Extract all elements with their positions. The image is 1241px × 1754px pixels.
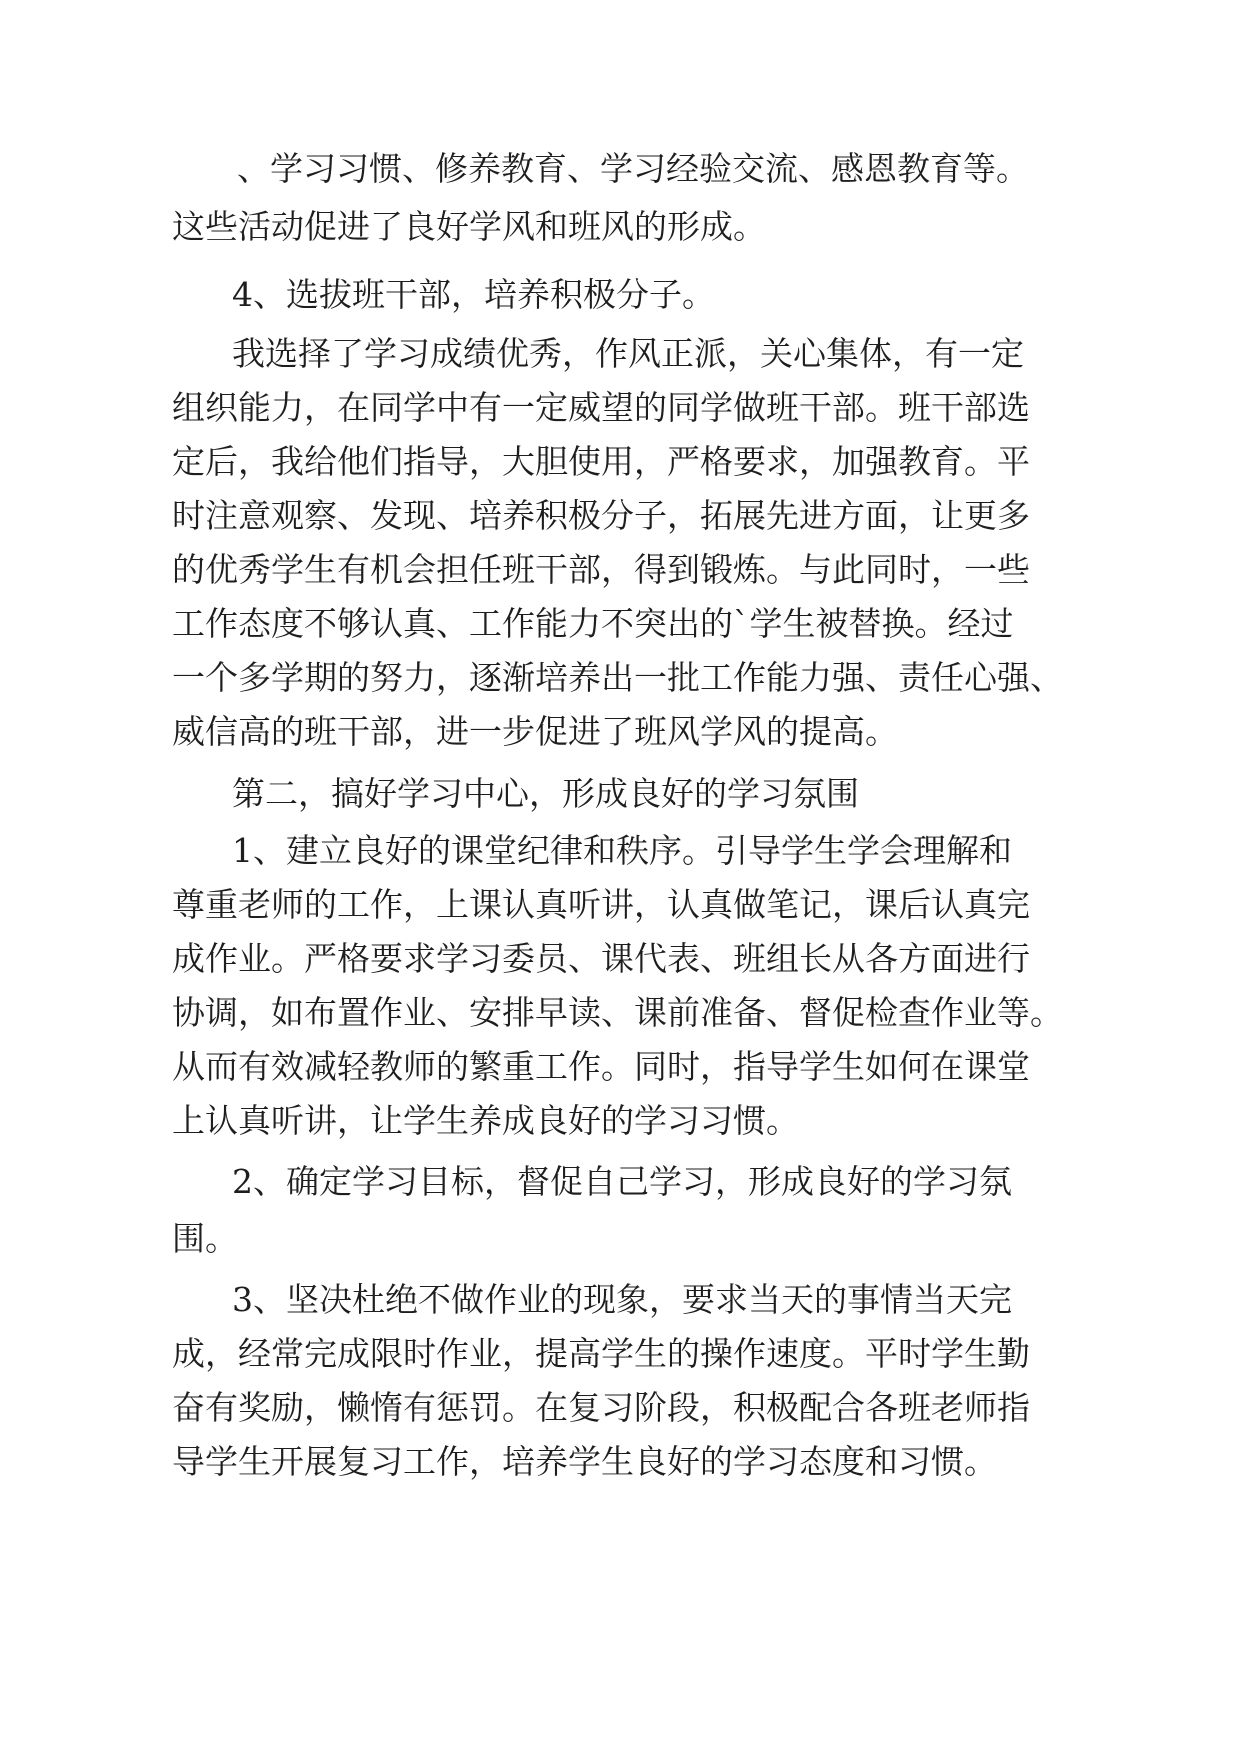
- text-line: 成作业。严格要求学习委员、课代表、班组长从各方面进行: [172, 939, 1030, 978]
- text-line: 我选择了学习成绩优秀，作风正派，关心集体，有一定: [232, 334, 1024, 373]
- section-heading: 第二，搞好学习中心，形成良好的学习氛围: [232, 774, 859, 813]
- text-line: 尊重老师的工作，上课认真听讲，认真做笔记，课后认真完: [172, 885, 1030, 924]
- text-line: 成，经常完成限时作业，提高学生的操作速度。平时学生勤: [172, 1334, 1030, 1373]
- text-line: 一个多学期的努力，逐渐培养出一批工作能力强、责任心强、: [172, 658, 1063, 697]
- text-line: 1、建立良好的课堂纪律和秩序。引导学生学会理解和: [232, 831, 1012, 870]
- text-line: 组织能力，在同学中有一定威望的同学做班干部。班干部选: [172, 388, 1030, 427]
- text-line: 围。: [172, 1219, 238, 1258]
- text-line: 上认真听讲，让学生养成良好的学习习惯。: [172, 1101, 799, 1140]
- text-line: 时注意观察、发现、培养积极分子，拓展先进方面，让更多: [172, 496, 1030, 535]
- text-line: 这些活动促进了良好学风和班风的形成。: [172, 207, 766, 246]
- text-line: 的优秀学生有机会担任班干部，得到锻炼。与此同时，一些: [172, 550, 1030, 589]
- text-line: 协调，如布置作业、安排早读、课前准备、督促检查作业等。: [172, 993, 1063, 1032]
- text-line: 威信高的班干部，进一步促进了班风学风的提高。: [172, 712, 898, 751]
- text-line: 导学生开展复习工作，培养学生良好的学习态度和习惯。: [172, 1442, 997, 1481]
- text-line: 定后，我给他们指导，大胆使用，严格要求，加强教育。平: [172, 442, 1030, 481]
- text-line: 奋有奖励，懒惰有惩罚。在复习阶段，积极配合各班老师指: [172, 1388, 1030, 1427]
- text-line: 2、确定学习目标，督促自己学习，形成良好的学习氛: [232, 1162, 1012, 1201]
- text-line: 3、坚决杜绝不做作业的现象，要求当天的事情当天完: [232, 1280, 1012, 1319]
- text-line: 、学习习惯、修养教育、学习经验交流、感恩教育等。: [237, 149, 1029, 188]
- text-line: 工作态度不够认真、工作能力不突出的`学生被替换。经过: [172, 604, 1014, 643]
- text-line: 从而有效减轻教师的繁重工作。同时，指导学生如何在课堂: [172, 1047, 1030, 1086]
- text-line: 4、选拔班干部，培养积极分子。: [232, 275, 715, 314]
